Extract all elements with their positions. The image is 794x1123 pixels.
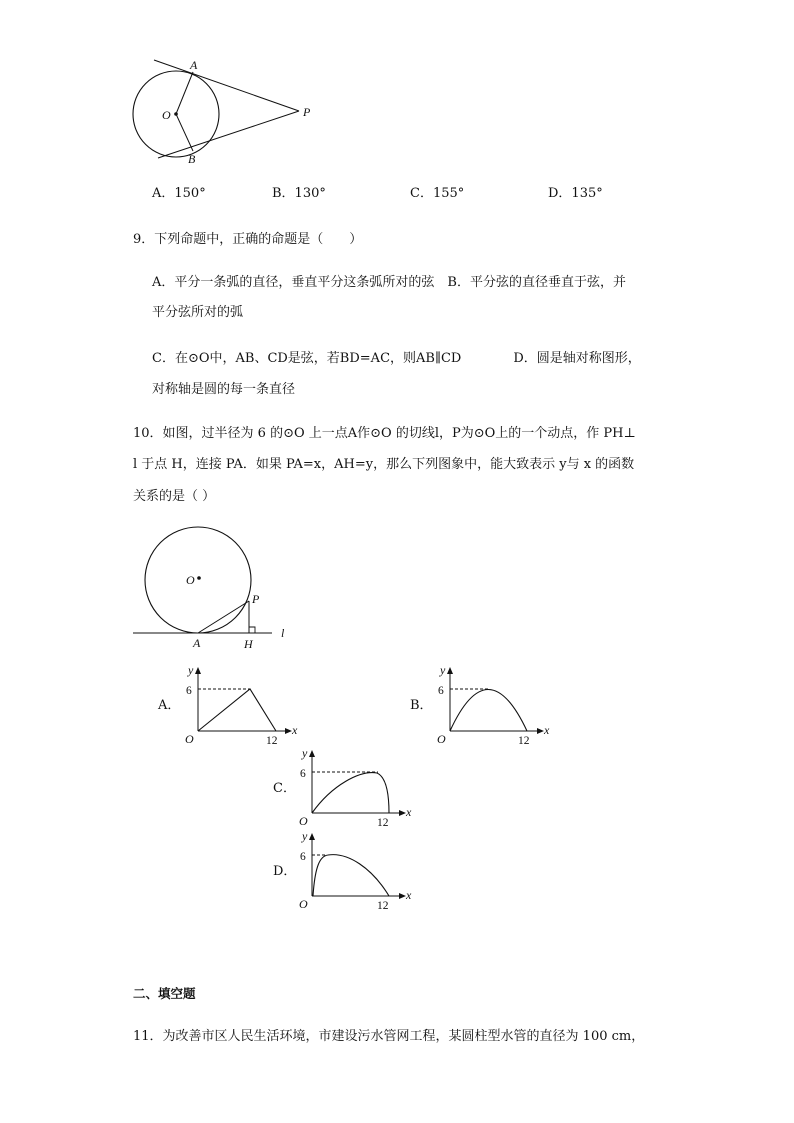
graph-d-y-mark: 6 — [300, 851, 306, 863]
graph-d-x-mark: 12 — [377, 900, 389, 912]
q8-option-b: B．130° — [272, 186, 326, 201]
q9-line4: 对称轴是圆的每一条直径 — [152, 382, 296, 397]
graph-a-x-mark: 12 — [266, 735, 278, 747]
q9-line2: 平分弦所对的弧 — [152, 305, 244, 320]
q8-option-c: C．155° — [410, 186, 465, 201]
section-title: 二、填空题 — [133, 986, 196, 1001]
q10-line2: l 于点 H，连接 PA．如果 PA=x，AH=y，那么下列图象中，能大致表示 y与 x 的函数 — [133, 457, 635, 472]
graph-d-x-arrow — [399, 893, 406, 899]
graph-d-x-label: x — [406, 888, 412, 902]
q10-option-a-label: A． — [158, 698, 181, 713]
graph-d-y-label: y — [302, 829, 308, 843]
q10-label-h: H — [244, 637, 253, 651]
q8-option-d: D．135° — [548, 186, 603, 201]
q8-label-a: A — [190, 58, 198, 72]
graph-b-x-mark: 12 — [518, 735, 530, 747]
graph-d-origin: O — [299, 897, 308, 911]
graph-b-x-label: x — [544, 723, 550, 737]
graph-b-y-mark: 6 — [438, 685, 444, 697]
q9-line3: C．在⊙O中，AB、CD是弦，若BD=AC，则AB∥CD D．圆是轴对称图形， — [152, 351, 641, 366]
graph-c-y-label: y — [302, 746, 308, 760]
q10-label-p: P — [252, 592, 260, 606]
graph-d-y-arrow — [309, 833, 315, 840]
q8-label-o: O — [162, 108, 171, 122]
graph-a-x-label: x — [292, 723, 298, 737]
q10-option-d-label: D． — [273, 864, 297, 879]
graph-c-origin: O — [299, 814, 308, 828]
graph-d-curve — [313, 855, 389, 896]
graph-a-origin: O — [185, 732, 194, 746]
q10-label-l: l — [281, 626, 285, 640]
q8-label-p: P — [303, 105, 311, 119]
graph-c-x-mark: 12 — [377, 817, 389, 829]
q10-option-c-label: C． — [273, 781, 296, 796]
q10-label-a: A — [193, 636, 201, 650]
q9-stem: 9．下列命题中，正确的命题是（ ） — [133, 232, 363, 247]
graph-b-y-label: y — [440, 663, 446, 677]
q10-line3: 关系的是（ ） — [133, 489, 216, 504]
q8-label-b: B — [188, 152, 196, 166]
q10-line1: 10．如图，过半径为 6 的⊙O 上一点A作⊙O 的切线l，P为⊙O上的一个动点，作 PH⊥ — [133, 426, 636, 441]
q9-line1: A．平分一条弧的直径，垂直平分这条弧所对的弦 B．平分弦的直径垂直于弦，并 — [152, 275, 626, 290]
graph-c-y-mark: 6 — [300, 768, 306, 780]
q11-line1: 11．为改善市区人民生活环境，市建设污水管网工程，某圆柱型水管的直径为 100 cm， — [133, 1029, 645, 1044]
q10-option-b-label: B． — [410, 698, 433, 713]
q10-label-o: O — [186, 573, 195, 587]
graph-b-origin: O — [437, 732, 446, 746]
q8-option-a: A．150° — [152, 186, 206, 201]
graph-a-y-mark: 6 — [186, 685, 192, 697]
graph-a-y-label: y — [188, 663, 194, 677]
graph-c-x-label: x — [406, 805, 412, 819]
